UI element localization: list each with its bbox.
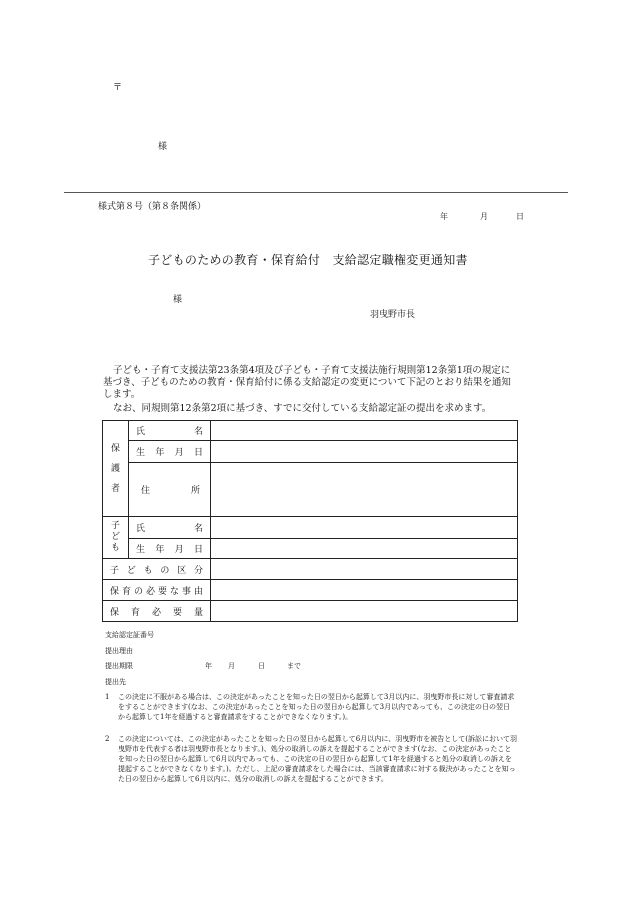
label-char: 子 [110,565,120,576]
child-birth-label [129,539,211,559]
label-char: 保 [110,586,120,597]
child-category-value [211,559,518,580]
guardian-char: 者 [110,483,120,494]
label-char: 氏 [136,524,146,534]
label-char: 要 [172,607,182,618]
child-char: も [110,543,120,553]
postal-mark: 〒 [113,83,123,93]
cert-number-label: 支給認定証番号 [105,631,154,639]
label-char: 要 [157,586,167,597]
guardian-address-value [211,463,518,517]
label-char: 分 [193,565,203,576]
label-char: 育 [121,586,131,597]
child-name-value [211,517,518,539]
deadline-month: 月 [228,662,235,670]
submit-reason-label: 提出理由 [105,647,133,655]
deadline-day: 日 [258,662,265,670]
label-text [103,605,210,618]
deadline-year: 年 [205,662,212,670]
body-paragraph-1: 子ども・子育て支援法第23条第4項及び子ども・子育て支援法施行規則第12条第1項の規定に基づき、子どものための教育・保育給付に係る支給認定の変更について下記のとおり結果を通知します。 [103,365,511,400]
label-char: 日 [193,545,203,555]
note-1 [105,692,517,722]
child-char: ど [110,532,120,542]
table-row [103,517,518,539]
label-char: の [133,586,143,597]
form-number: 様式第８号（第８条関係） [98,202,207,212]
label-text [129,424,210,437]
label-char: 所 [190,486,200,496]
date-day: 日 [516,212,524,221]
recipient-honorific: 様 [173,295,183,305]
label-char: ど [126,565,136,576]
label-char: 住 [141,486,151,496]
child-category-label [103,559,211,580]
guardian-char: 保 [110,443,120,454]
label-text [129,542,210,555]
table-row [103,463,518,517]
label-text [129,483,210,496]
label-text [129,445,210,458]
table-row [103,559,518,580]
label-char: 年 [155,448,165,458]
label-char: 生 [136,545,146,555]
guardian-char: 護 [110,463,120,474]
label-text [103,584,210,597]
date-year: 年 [440,212,448,221]
label-text [129,521,210,534]
label-text [103,563,210,576]
note-text: この決定に不服がある場合は、この決定があったことを知った日の翌日から起算して3月以内に、羽曳野市長に対して審査請求をすることができます(なお、この決定があったことを知った日の翌日から起算して3月以内であっても、この決定の日の翌日から起算して1年を経過すると審査請求をすることができなくなります。)。 [118,693,515,721]
guardian-name-label [129,421,211,441]
guardian-group-cell [103,421,129,517]
care-amount-value [211,601,518,622]
child-birth-value [211,539,518,559]
deadline-suffix: まで [287,662,301,670]
guardian-name-value [211,421,518,441]
document-title: 子どものための教育・保育給付 支給認定職権変更通知書 [148,253,468,267]
label-char: 必 [145,586,155,597]
label-char: 区 [177,565,187,576]
label-char: の [160,565,170,576]
addressee-honorific: 様 [158,142,168,152]
table-row [103,441,518,463]
date-month: 月 [480,212,488,221]
label-char: 由 [193,586,203,597]
guardian-birth-label [129,441,211,463]
label-char: 名 [193,427,203,437]
label-char: 日 [193,448,203,458]
care-reason-label [103,580,211,601]
label-char: 必 [151,607,161,618]
table-row [103,580,518,601]
submit-destination-label: 提出先 [105,678,126,686]
label-char: も [143,565,153,576]
label-char: 事 [181,586,191,597]
care-amount-label [103,601,211,622]
label-char: 月 [174,545,184,555]
table-row [103,539,518,559]
label-char: な [169,586,179,597]
fold-line [64,192,568,193]
note-number: 2 [105,735,110,743]
note-number: 1 [105,693,110,701]
note-2 [105,734,517,784]
body-paragraph-2: なお、同規則第12条第2項に基づき、すでに交付している支給認定証の提出を求めます。 [113,403,492,414]
label-char: 生 [136,448,146,458]
submit-deadline-label: 提出期限 [105,662,133,670]
issuer-name: 羽曳野市長 [370,310,416,320]
label-char: 保 [110,607,120,618]
table-row [103,601,518,622]
label-char: 名 [193,524,203,534]
guardian-birth-value [211,441,518,463]
child-name-label [129,517,211,539]
care-reason-value [211,580,518,601]
label-char: 量 [193,607,203,618]
label-char: 氏 [136,427,146,437]
label-char: 月 [174,448,184,458]
label-char: 育 [130,607,140,618]
label-char: 年 [155,545,165,555]
child-group-cell [103,517,129,559]
child-char: 子 [110,521,120,531]
info-table [102,420,518,622]
guardian-address-label [129,463,211,517]
table-row [103,421,518,441]
note-text: この決定については、この決定があったことを知った日の翌日から起算して6月以内に、羽曳野市を被告として(訴訟において羽曳野市を代表する者は羽曳野市長となります。)、処分の取消しの訴えを提起することができます(なお、この決定があったことを知った日の翌日から起算して6月以内であっても、この決定の日の翌日から起算して1年を経過すると処分の取消しの訴えを提起することができなくなります。)。ただし、上記の審査請求をした場合には、当該審査請求に対する裁決があったことを知った日の翌日から起算して6月以内に、処分の取消しの訴えを提起することができます。 [118,735,517,783]
